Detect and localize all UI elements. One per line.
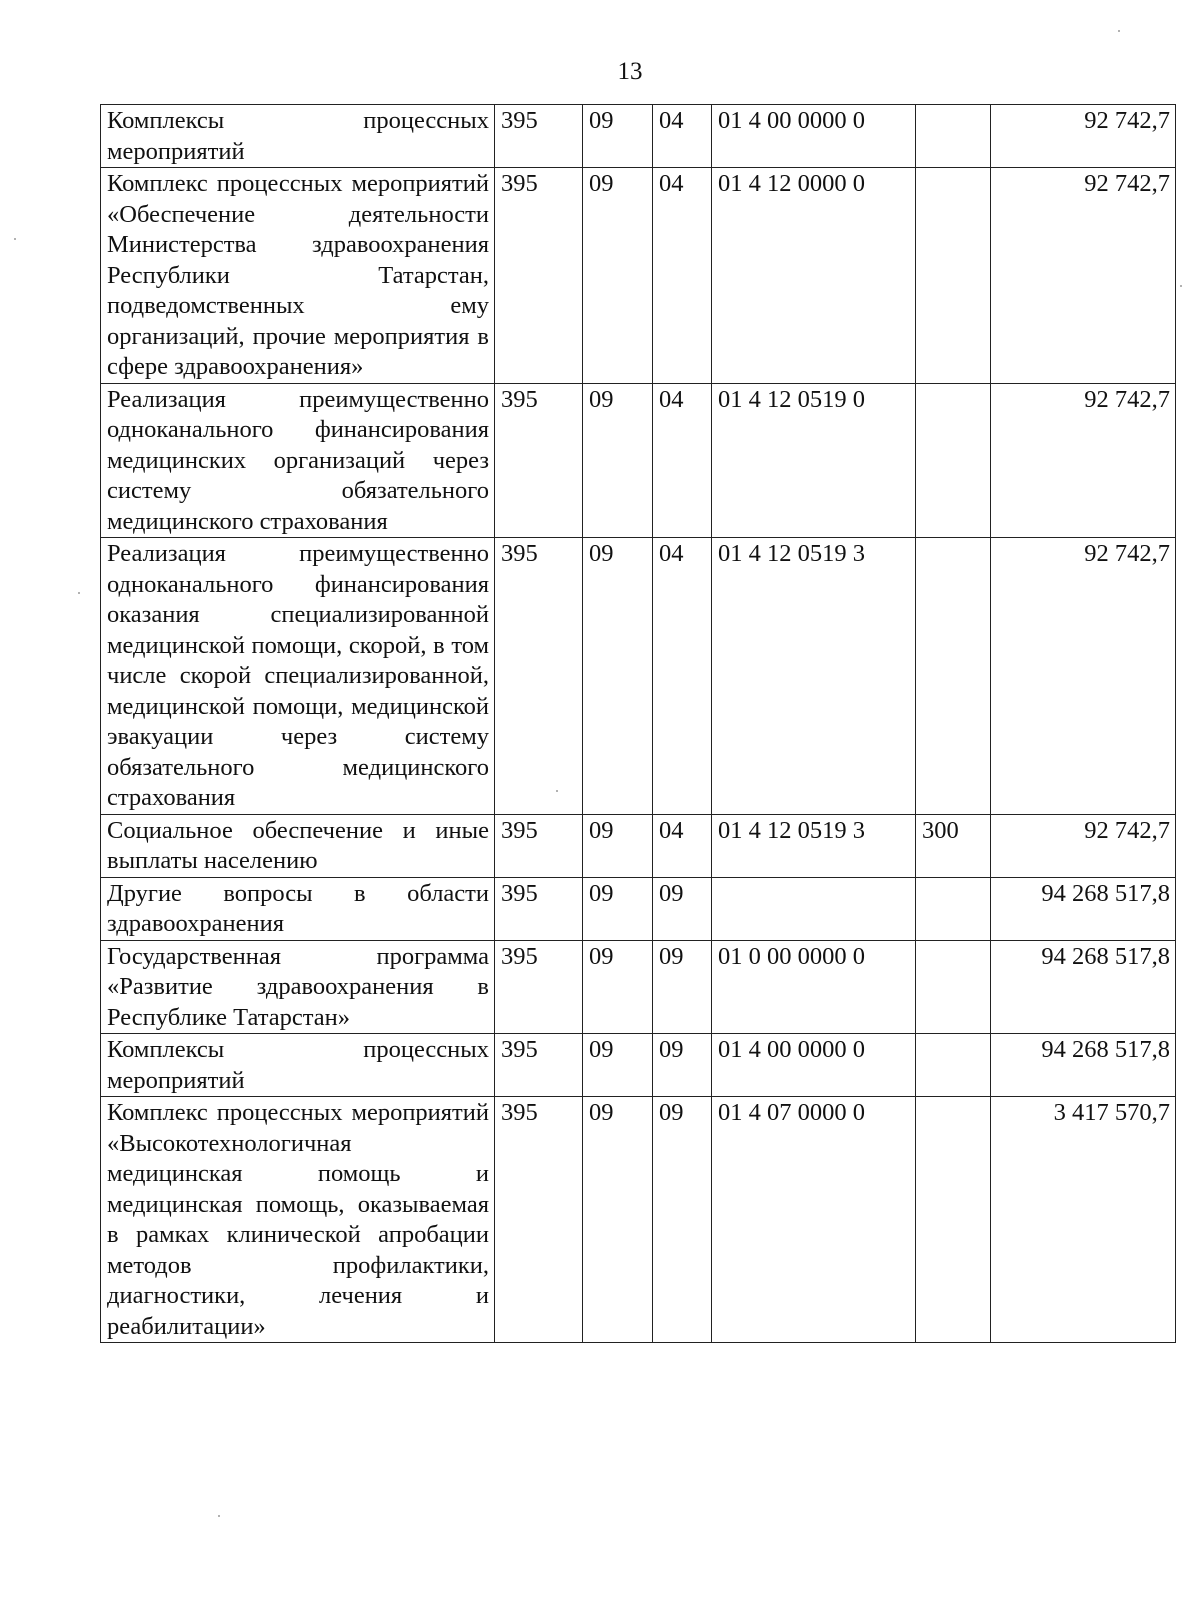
row-name: Комплексы процессных мероприятий — [101, 105, 495, 168]
target-article-code: 01 4 12 0519 3 — [712, 814, 916, 877]
row-name: Социальное обеспечение и иные выплаты населению — [101, 814, 495, 877]
department-code: 395 — [495, 1034, 583, 1097]
section-code: 09 — [583, 168, 653, 384]
section-code: 09 — [583, 383, 653, 538]
scan-speck — [1180, 285, 1182, 287]
target-article-code: 01 4 12 0000 0 — [712, 168, 916, 384]
department-code: 395 — [495, 168, 583, 384]
amount: 94 268 517,8 — [991, 940, 1176, 1034]
expense-type-code — [916, 940, 991, 1034]
table-row — [101, 538, 1176, 815]
target-article-code: 01 4 07 0000 0 — [712, 1097, 916, 1343]
section-code: 09 — [583, 1097, 653, 1343]
subsection-code: 09 — [653, 1097, 712, 1343]
expense-type-code — [916, 538, 991, 815]
page-number: 13 — [617, 58, 643, 85]
section-code: 09 — [583, 105, 653, 168]
subsection-code: 09 — [653, 940, 712, 1034]
target-article-code: 01 4 12 0519 3 — [712, 538, 916, 815]
expense-type-code — [916, 383, 991, 538]
scan-speck — [14, 238, 16, 240]
row-name: Комплексы процессных мероприятий — [101, 1034, 495, 1097]
department-code: 395 — [495, 105, 583, 168]
target-article-code — [712, 877, 916, 940]
row-name: Реализация преимущественно одноканального финансирования оказания специализированной медицинской помощи, скорой, в том числе скорой специализированной, медицинской помощи, медицинской эвакуации через систему обязательного медицинского страхования — [101, 538, 495, 815]
table-row — [101, 877, 1176, 940]
expense-type-code — [916, 1034, 991, 1097]
target-article-code: 01 4 00 0000 0 — [712, 1034, 916, 1097]
amount: 92 742,7 — [991, 168, 1176, 384]
table-row — [101, 1097, 1176, 1343]
scan-speck — [1118, 30, 1120, 32]
department-code: 395 — [495, 814, 583, 877]
row-name: Другие вопросы в области здравоохранения — [101, 877, 495, 940]
subsection-code: 04 — [653, 383, 712, 538]
subsection-code: 09 — [653, 877, 712, 940]
amount: 92 742,7 — [991, 814, 1176, 877]
expense-type-code — [916, 1097, 991, 1343]
target-article-code: 01 4 12 0519 0 — [712, 383, 916, 538]
amount: 3 417 570,7 — [991, 1097, 1176, 1343]
section-code: 09 — [583, 814, 653, 877]
scan-speck — [556, 790, 558, 792]
table-row — [101, 383, 1176, 538]
amount: 94 268 517,8 — [991, 877, 1176, 940]
table-row — [101, 814, 1176, 877]
department-code: 395 — [495, 538, 583, 815]
amount: 92 742,7 — [991, 105, 1176, 168]
budget-table — [100, 104, 1176, 1343]
target-article-code: 01 4 00 0000 0 — [712, 105, 916, 168]
scan-speck — [78, 592, 80, 594]
amount: 92 742,7 — [991, 383, 1176, 538]
expense-type-code — [916, 877, 991, 940]
department-code: 395 — [495, 877, 583, 940]
section-code: 09 — [583, 877, 653, 940]
subsection-code: 04 — [653, 105, 712, 168]
section-code: 09 — [583, 940, 653, 1034]
subsection-code: 04 — [653, 168, 712, 384]
subsection-code: 04 — [653, 814, 712, 877]
section-code: 09 — [583, 538, 653, 815]
department-code: 395 — [495, 940, 583, 1034]
row-name: Реализация преимущественно одноканального финансирования медицинских организаций через систему обязательного медицинского страхования — [101, 383, 495, 538]
department-code: 395 — [495, 1097, 583, 1343]
target-article-code: 01 0 00 0000 0 — [712, 940, 916, 1034]
expense-type-code — [916, 168, 991, 384]
row-name: Комплекс процессных мероприятий «Обеспечение деятельности Министерства здравоохранения Республики Татарстан, подведомственных ему организаций, прочие мероприятия в сфере здравоохранения» — [101, 168, 495, 384]
expense-type-code: 300 — [916, 814, 991, 877]
table-row — [101, 1034, 1176, 1097]
department-code: 395 — [495, 383, 583, 538]
budget-table-body — [101, 105, 1176, 1343]
table-row — [101, 168, 1176, 384]
subsection-code: 09 — [653, 1034, 712, 1097]
row-name: Государственная программа «Развитие здравоохранения в Республике Татарстан» — [101, 940, 495, 1034]
subsection-code: 04 — [653, 538, 712, 815]
scan-speck — [218, 1515, 220, 1517]
row-name: Комплекс процессных мероприятий «Высокотехнологичная медицинская помощь и медицинская помощь, оказываемая в рамках клинической апробации методов профилактики, диагностики, лечения и реабилитации» — [101, 1097, 495, 1343]
amount: 94 268 517,8 — [991, 1034, 1176, 1097]
amount: 92 742,7 — [991, 538, 1176, 815]
table-row — [101, 105, 1176, 168]
expense-type-code — [916, 105, 991, 168]
table-row — [101, 940, 1176, 1034]
section-code: 09 — [583, 1034, 653, 1097]
